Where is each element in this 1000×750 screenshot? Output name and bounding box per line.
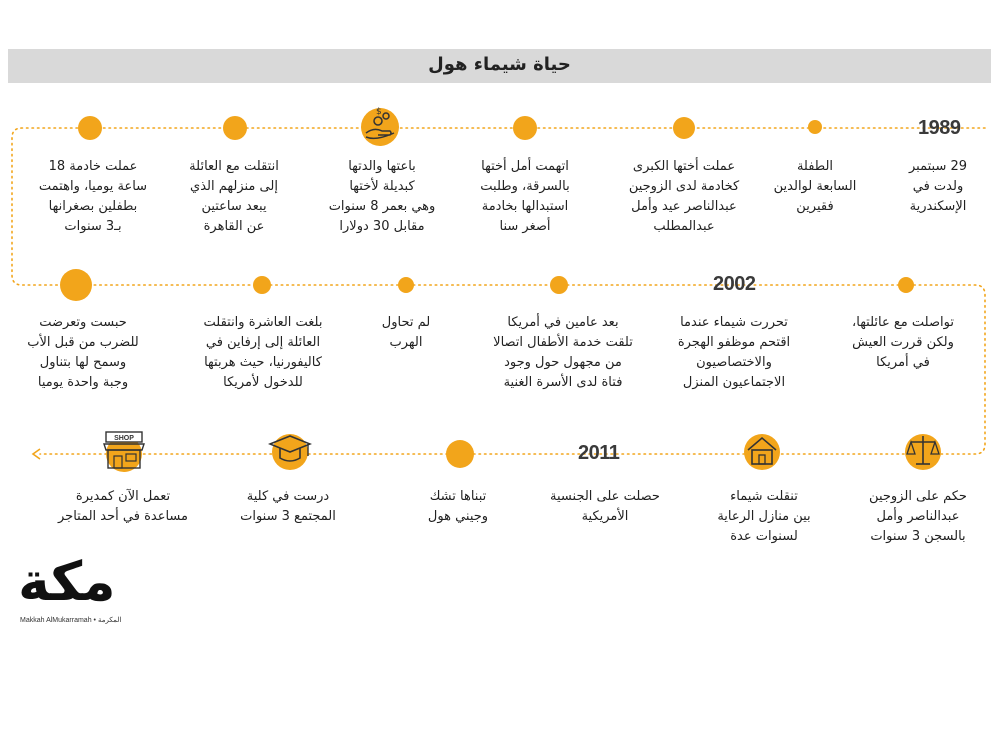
logo-text: مكة (18, 550, 116, 613)
house-icon (742, 430, 782, 470)
timeline-arrow-icon (33, 449, 40, 459)
event-abused: حبست وتعرضت للضرب من قبل الأب وسمح لها بتناول وجبة واحدة يوميا (27, 315, 139, 390)
event-born: 29 سبتمبر ولدت في الإسكندرية (908, 159, 968, 214)
event-assistant-manager: تعمل الآن كمديرة مساعدة في أحد المتاجر (57, 489, 188, 524)
event-citizenship: حصلت على الجنسية الأمريكية (550, 489, 660, 524)
timeline-dot (550, 276, 568, 294)
event-couple-sentenced: حكم على الزوجين عبدالناصر وأمل بالسجن 3 سنوات (869, 489, 967, 544)
event-moved-irvine: بلغت العاشرة وانتقلت العائلة إلى إرفاين في كاليفورنيا، حيث هربتها للدخول لأمريكا (203, 315, 323, 390)
timeline-dot (808, 120, 822, 134)
event-adopted: تبناها تشك وجيني هول (427, 489, 489, 524)
event-foster-homes: تنقلت شيماء بين منازل الرعاية لسنوات عدة (717, 489, 811, 544)
event-accused-theft: اتهمت أمل أختها بالسرقة، وطلبت استبدالها بخادمة أصغر سنا (480, 159, 570, 234)
timeline-dot (60, 269, 92, 301)
timeline-dot (513, 116, 537, 140)
event-contact-family: تواصلت مع عائلتها، ولكن قررت العيش في أمريكا (852, 315, 954, 370)
graduation-cap-icon (268, 430, 308, 470)
shop-icon (100, 430, 140, 470)
shop-sign-label: SHOP (114, 435, 134, 442)
event-child-services-call: بعد عامين في أمريكا تلقت خدمة الأطفال اتصالا من مجهول حول وجود فتاة لدى الأسرة الغنية (493, 315, 633, 390)
event-sister-maid: عملت أختها الكبرى كخادمة لدى الزوجين عبدالناصر عيد وأمل عبدالمطلب (628, 159, 740, 234)
event-moved-cairo: انتقلت مع العائلة إلى منزلهم الذي يبعد ساعتين عن القاهرة (189, 159, 279, 234)
event-freed: تحررت شيماء عندما اقتحم موظفو الهجرة والاختصاصيون الاجتماعيون المنزل (677, 315, 791, 390)
event-did-not-escape: لم تحاول الهرب (381, 315, 431, 350)
page-title: حياة شيماء هول (428, 54, 571, 75)
svg-text:$: $ (376, 107, 382, 117)
event-worked-18-hours: عملت خادمة 18 ساعة يوميا، واهتمت بطفلين بصغرانها بـ3 سنوات (38, 159, 148, 234)
year-1989: 1989 (918, 117, 961, 139)
timeline-dot (253, 276, 271, 294)
timeline-dot (398, 277, 414, 293)
year-2011: 2011 (578, 442, 620, 464)
logo-subtitle: Makkah AlMukarramah • المكرمة (20, 617, 122, 624)
money-hand-icon (358, 103, 398, 143)
timeline-dot (673, 117, 695, 139)
event-sold: باعتها والدتها كبديلة لأختها وهي بعمر 8 سنوات مقابل 30 دولارا (328, 159, 436, 234)
timeline-dot (898, 277, 914, 293)
timeline-dot (223, 116, 247, 140)
year-2002: 2002 (713, 273, 756, 295)
timeline-dot (78, 116, 102, 140)
logo (18, 552, 178, 632)
event-seventh-child: الطفلة السابعة لوالدين فقيرين (773, 159, 857, 214)
scales-icon (903, 430, 943, 470)
event-community-college: درست في كلية المجتمع 3 سنوات (240, 489, 336, 524)
timeline-dot (446, 440, 474, 468)
